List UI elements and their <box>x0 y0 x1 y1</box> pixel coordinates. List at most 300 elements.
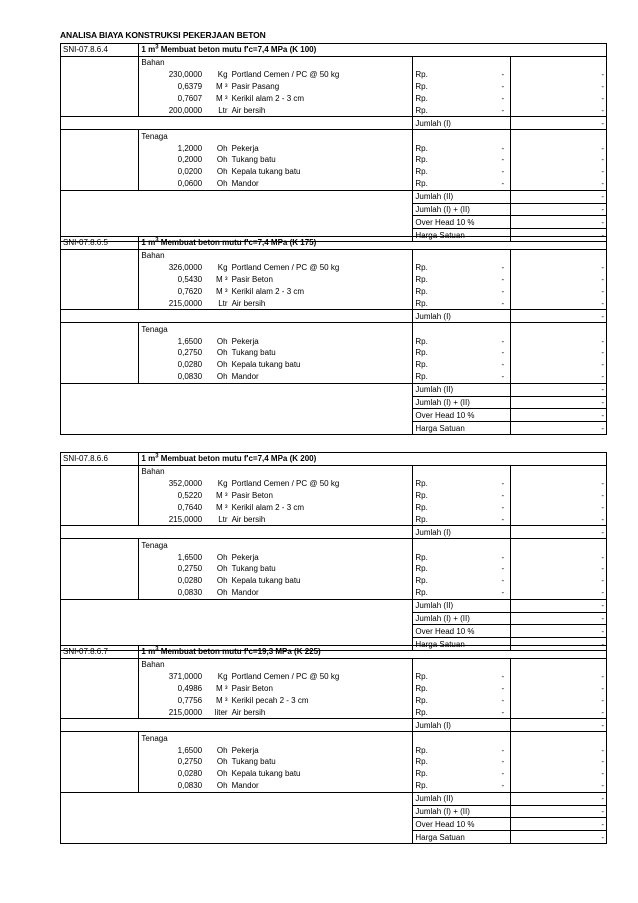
currency-label: Rp. <box>415 94 428 103</box>
item-description: Kerikil alam 2 - 3 cm <box>230 502 413 514</box>
empty-cell <box>61 805 413 818</box>
currency-label: Rp. <box>415 503 428 512</box>
item-quantity: 1,6500 <box>177 552 203 562</box>
item-price-cell <box>413 262 511 274</box>
summary-row <box>61 792 607 805</box>
item-row <box>61 81 607 93</box>
group-label: Tenaga <box>139 130 413 142</box>
item-description: Portland Cemen / PC @ 50 kg <box>230 69 413 81</box>
empty-cell <box>61 478 139 490</box>
unit-price-value: - <box>501 167 505 177</box>
item-unit: Kg <box>217 672 228 682</box>
analysis-block <box>60 43 607 242</box>
currency-label: Rp. <box>415 336 428 346</box>
summary-value: - <box>511 396 607 409</box>
item-row <box>61 93 607 105</box>
unit-price-value: - <box>501 503 505 512</box>
analysis-block <box>60 452 607 651</box>
summary-row <box>61 625 607 638</box>
empty-cell <box>61 551 139 563</box>
item-unit: Oh <box>216 360 228 370</box>
item-description: Kepala tukang batu <box>230 166 413 178</box>
section-title-text: Membuat beton mutu f'c=7,4 MPa (K 100) <box>158 45 317 55</box>
item-unit: Oh <box>216 564 228 574</box>
empty-cell <box>413 539 511 551</box>
empty-cell <box>511 658 607 670</box>
item-total: - <box>511 756 607 768</box>
item-quantity: 352,0000 <box>168 479 203 489</box>
section-title-prefix: 1 m <box>141 238 156 248</box>
currency-label: Rp. <box>415 287 428 296</box>
item-total: - <box>511 587 607 599</box>
unit-price-value: - <box>501 588 505 598</box>
unit-price-value: - <box>501 287 505 296</box>
summary-row <box>61 599 607 612</box>
currency-label: Rp. <box>415 479 428 489</box>
section-code: SNI-07.8.6.7 <box>61 646 139 659</box>
currency-label: Rp. <box>415 757 428 767</box>
unit-price-value: - <box>501 684 505 694</box>
item-total: - <box>511 262 607 274</box>
item-unit: Oh <box>216 167 228 177</box>
empty-cell <box>511 465 607 477</box>
item-quantity: 1,2000 <box>177 143 203 153</box>
item-unit: Oh <box>216 372 228 382</box>
item-price-cell <box>413 478 511 490</box>
summary-label: Jumlah (I) + (II) <box>413 396 511 409</box>
currency-label: Rp. <box>415 684 428 694</box>
cost-table <box>60 43 607 242</box>
item-quantity: 0,0830 <box>177 588 203 598</box>
empty-cell <box>61 274 139 286</box>
item-price-cell <box>413 695 511 707</box>
item-description: Pasir Beton <box>230 274 413 286</box>
unit-price-value: - <box>501 552 505 562</box>
summary-row <box>61 117 607 130</box>
item-price-cell <box>413 756 511 768</box>
item-row <box>61 768 607 780</box>
empty-cell <box>61 335 139 347</box>
item-quantity: 230,0000 <box>168 70 203 80</box>
item-row <box>61 756 607 768</box>
item-description: Pekerja <box>230 551 413 563</box>
summary-row <box>61 612 607 625</box>
unit-price-value: - <box>501 757 505 767</box>
unit-price-value: - <box>501 360 505 370</box>
item-row <box>61 502 607 514</box>
item-unit: Oh <box>216 348 228 358</box>
summary-row <box>61 216 607 229</box>
item-quantity: 0,4986 <box>177 684 203 694</box>
empty-cell <box>413 323 511 335</box>
empty-cell <box>61 490 139 502</box>
item-description: Mandor <box>230 587 413 599</box>
item-total: - <box>511 166 607 178</box>
item-quantity: 0,2750 <box>177 348 203 358</box>
item-row <box>61 297 607 309</box>
item-price-cell <box>413 347 511 359</box>
item-row <box>61 371 607 383</box>
unit-price-value: - <box>501 696 505 705</box>
item-price-cell <box>413 81 511 93</box>
section-title <box>139 237 607 250</box>
summary-value: - <box>511 422 607 435</box>
item-price-cell <box>413 513 511 525</box>
empty-cell <box>413 130 511 142</box>
item-unit: M ³ <box>216 503 228 512</box>
empty-cell <box>61 563 139 575</box>
item-total: - <box>511 371 607 383</box>
summary-value: - <box>511 190 607 203</box>
unit-price-value: - <box>501 348 505 358</box>
item-description: Tukang batu <box>230 756 413 768</box>
summary-value: - <box>511 792 607 805</box>
empty-cell <box>61 719 413 732</box>
item-price-cell <box>413 142 511 154</box>
group-label: Bahan <box>139 249 413 261</box>
currency-label: Rp. <box>415 155 428 165</box>
item-quantity: 0,7640 <box>177 503 203 512</box>
unit-price-value: - <box>501 263 505 273</box>
item-quantity: 215,0000 <box>168 707 203 717</box>
item-total: - <box>511 706 607 718</box>
empty-cell <box>61 203 413 216</box>
section-title <box>139 453 607 466</box>
empty-cell <box>61 297 139 309</box>
summary-value: - <box>511 203 607 216</box>
empty-cell <box>61 744 139 756</box>
unit-price-value: - <box>501 94 505 103</box>
item-quantity: 0,2750 <box>177 757 203 767</box>
summary-label: Over Head 10 % <box>413 409 511 422</box>
currency-label: Rp. <box>415 769 428 779</box>
empty-cell <box>61 383 413 396</box>
item-description: Portland Cemen / PC @ 50 kg <box>230 671 413 683</box>
analysis-block <box>60 236 607 435</box>
empty-cell <box>61 249 139 261</box>
item-row <box>61 513 607 525</box>
group-label: Bahan <box>139 465 413 477</box>
section-code: SNI-07.8.6.4 <box>61 44 139 57</box>
item-quantity: 215,0000 <box>168 298 203 308</box>
unit-price-value: - <box>501 82 505 92</box>
empty-cell <box>61 154 139 166</box>
summary-label: Jumlah (I) + (II) <box>413 203 511 216</box>
empty-cell <box>61 732 139 744</box>
item-description: Pasir Beton <box>230 683 413 695</box>
materials-label-row <box>61 249 607 261</box>
item-total: - <box>511 490 607 502</box>
currency-label: Rp. <box>415 275 428 285</box>
empty-cell <box>61 190 413 203</box>
item-price-cell <box>413 780 511 792</box>
item-row <box>61 551 607 563</box>
item-row <box>61 69 607 81</box>
summary-row <box>61 310 607 323</box>
summary-value: - <box>511 409 607 422</box>
item-unit: Oh <box>216 576 228 586</box>
item-unit: Ltr <box>218 298 228 308</box>
currency-label: Rp. <box>415 672 428 682</box>
item-row <box>61 335 607 347</box>
unit-price-value: - <box>501 491 505 501</box>
item-row <box>61 142 607 154</box>
empty-cell <box>61 69 139 81</box>
section-title-superscript: 3 <box>155 646 159 653</box>
unit-price-value: - <box>501 372 505 382</box>
empty-cell <box>61 706 139 718</box>
item-total: - <box>511 178 607 190</box>
item-description: Tukang batu <box>230 154 413 166</box>
item-total: - <box>511 154 607 166</box>
item-total: - <box>511 286 607 298</box>
unit-price-value: - <box>501 275 505 285</box>
summary-label: Jumlah (II) <box>413 792 511 805</box>
item-description: Pasir Pasang <box>230 81 413 93</box>
empty-cell <box>61 671 139 683</box>
unit-price-value: - <box>501 105 505 115</box>
item-quantity: 1,6500 <box>177 745 203 755</box>
item-description: Portland Cemen / PC @ 50 kg <box>230 262 413 274</box>
empty-cell <box>61 831 413 844</box>
item-row <box>61 262 607 274</box>
item-description: Tukang batu <box>230 347 413 359</box>
summary-row <box>61 422 607 435</box>
item-total: - <box>511 563 607 575</box>
summary-value: - <box>511 805 607 818</box>
section-title <box>139 44 607 57</box>
currency-label: Rp. <box>415 105 428 115</box>
summary-row <box>61 719 607 732</box>
item-row <box>61 274 607 286</box>
section-code: SNI-07.8.6.5 <box>61 237 139 250</box>
summary-value: - <box>511 526 607 539</box>
item-description: Pekerja <box>230 142 413 154</box>
item-total: - <box>511 142 607 154</box>
empty-cell <box>61 359 139 371</box>
item-unit: Kg <box>217 263 228 273</box>
section-title-superscript: 3 <box>155 44 159 51</box>
analysis-block <box>60 645 607 844</box>
summary-label: Over Head 10 % <box>413 818 511 831</box>
currency-label: Rp. <box>415 348 428 358</box>
item-row <box>61 563 607 575</box>
unit-price-value: - <box>501 707 505 717</box>
empty-cell <box>413 658 511 670</box>
unit-price-value: - <box>501 70 505 80</box>
item-total: - <box>511 744 607 756</box>
item-row <box>61 154 607 166</box>
unit-price-value: - <box>501 564 505 574</box>
item-price-cell <box>413 93 511 105</box>
item-price-cell <box>413 359 511 371</box>
item-total: - <box>511 359 607 371</box>
empty-cell <box>61 286 139 298</box>
currency-label: Rp. <box>415 514 428 524</box>
item-total: - <box>511 274 607 286</box>
item-total: - <box>511 335 607 347</box>
section-title-prefix: 1 m <box>141 454 156 464</box>
item-description: Kepala tukang batu <box>230 359 413 371</box>
empty-cell <box>61 347 139 359</box>
item-row <box>61 347 607 359</box>
summary-value: - <box>511 818 607 831</box>
labor-label-row <box>61 130 607 142</box>
item-row <box>61 178 607 190</box>
currency-label: Rp. <box>415 298 428 308</box>
empty-cell <box>61 142 139 154</box>
empty-cell <box>61 599 413 612</box>
item-row <box>61 104 607 116</box>
item-unit: M ³ <box>216 684 228 694</box>
empty-cell <box>61 130 139 142</box>
group-label: Bahan <box>139 658 413 670</box>
group-label: Tenaga <box>139 732 413 744</box>
summary-value: - <box>511 310 607 323</box>
item-row <box>61 744 607 756</box>
empty-cell <box>61 513 139 525</box>
currency-label: Rp. <box>415 576 428 586</box>
item-quantity: 0,7620 <box>177 287 203 296</box>
item-description: Air bersih <box>230 104 413 116</box>
empty-cell <box>511 249 607 261</box>
item-price-cell <box>413 69 511 81</box>
summary-value: - <box>511 638 607 651</box>
empty-cell <box>61 396 413 409</box>
item-total: - <box>511 695 607 707</box>
item-unit: M ³ <box>216 82 228 92</box>
empty-cell <box>61 612 413 625</box>
section-title-superscript: 3 <box>155 237 159 244</box>
item-row <box>61 695 607 707</box>
item-description: Kerikil alam 2 - 3 cm <box>230 286 413 298</box>
empty-cell <box>61 323 139 335</box>
item-unit: Kg <box>217 70 228 80</box>
section-title-superscript: 3 <box>155 453 159 460</box>
currency-label: Rp. <box>415 491 428 501</box>
item-unit: liter <box>214 707 228 717</box>
item-quantity: 0,0280 <box>177 576 203 586</box>
currency-label: Rp. <box>415 588 428 598</box>
section-code: SNI-07.8.6.6 <box>61 453 139 466</box>
empty-cell <box>61 262 139 274</box>
item-unit: Oh <box>216 155 228 165</box>
section-header-row <box>61 237 607 250</box>
item-total: - <box>511 478 607 490</box>
summary-value: - <box>511 229 607 242</box>
item-price-cell <box>413 297 511 309</box>
empty-cell <box>61 422 413 435</box>
item-total: - <box>511 671 607 683</box>
item-description: Air bersih <box>230 297 413 309</box>
empty-cell <box>61 539 139 551</box>
summary-label: Jumlah (II) <box>413 383 511 396</box>
section-title-prefix: 1 m <box>141 647 156 657</box>
summary-label: Jumlah (I) + (II) <box>413 805 511 818</box>
item-total: - <box>511 502 607 514</box>
item-total: - <box>511 683 607 695</box>
currency-label: Rp. <box>415 564 428 574</box>
summary-label: Jumlah (I) <box>413 526 511 539</box>
summary-value: - <box>511 625 607 638</box>
summary-value: - <box>511 831 607 844</box>
item-unit: Oh <box>216 552 228 562</box>
item-row <box>61 490 607 502</box>
item-unit: M ³ <box>216 491 228 501</box>
item-quantity: 0,5430 <box>177 275 203 285</box>
summary-label: Jumlah (I) <box>413 117 511 130</box>
cost-table <box>60 452 607 651</box>
labor-label-row <box>61 323 607 335</box>
summary-label: Harga Satuan <box>413 229 511 242</box>
empty-cell <box>61 683 139 695</box>
empty-cell <box>61 178 139 190</box>
summary-value: - <box>511 719 607 732</box>
item-total: - <box>511 551 607 563</box>
section-title <box>139 646 607 659</box>
currency-label: Rp. <box>415 70 428 80</box>
unit-price-value: - <box>501 179 505 189</box>
item-total: - <box>511 81 607 93</box>
item-price-cell <box>413 706 511 718</box>
empty-cell <box>61 658 139 670</box>
section-title-prefix: 1 m <box>141 45 156 55</box>
unit-price-value: - <box>501 155 505 165</box>
empty-cell <box>413 249 511 261</box>
section-title-text: Membuat beton mutu f'c=7,4 MPa (K 175) <box>158 238 317 248</box>
item-unit: Oh <box>216 757 228 767</box>
item-price-cell <box>413 274 511 286</box>
page-title: ANALISA BIAYA KONSTRUKSI PEKERJAAN BETON <box>60 30 266 40</box>
item-description: Kerikil alam 2 - 3 cm <box>230 93 413 105</box>
item-row <box>61 575 607 587</box>
item-unit: Oh <box>216 336 228 346</box>
unit-price-value: - <box>501 514 505 524</box>
item-price-cell <box>413 587 511 599</box>
section-header-row <box>61 646 607 659</box>
labor-label-row <box>61 732 607 744</box>
item-quantity: 0,0280 <box>177 360 203 370</box>
empty-cell <box>61 695 139 707</box>
item-quantity: 0,0600 <box>177 179 203 189</box>
item-price-cell <box>413 154 511 166</box>
item-quantity: 1,6500 <box>177 336 203 346</box>
unit-price-value: - <box>501 298 505 308</box>
item-quantity: 0,0280 <box>177 769 203 779</box>
empty-cell <box>511 732 607 744</box>
empty-cell <box>61 371 139 383</box>
empty-cell <box>61 117 413 130</box>
empty-cell <box>61 502 139 514</box>
item-description: Kepala tukang batu <box>230 768 413 780</box>
unit-price-value: - <box>501 479 505 489</box>
item-row <box>61 671 607 683</box>
labor-label-row <box>61 539 607 551</box>
item-total: - <box>511 104 607 116</box>
group-label: Tenaga <box>139 539 413 551</box>
empty-cell <box>61 409 413 422</box>
item-total: - <box>511 93 607 105</box>
item-description: Mandor <box>230 371 413 383</box>
item-price-cell <box>413 371 511 383</box>
item-quantity: 200,0000 <box>168 105 203 115</box>
cost-table <box>60 645 607 844</box>
summary-value: - <box>511 216 607 229</box>
summary-row <box>61 190 607 203</box>
empty-cell <box>61 56 139 68</box>
summary-row <box>61 409 607 422</box>
item-unit: M ³ <box>216 287 228 296</box>
